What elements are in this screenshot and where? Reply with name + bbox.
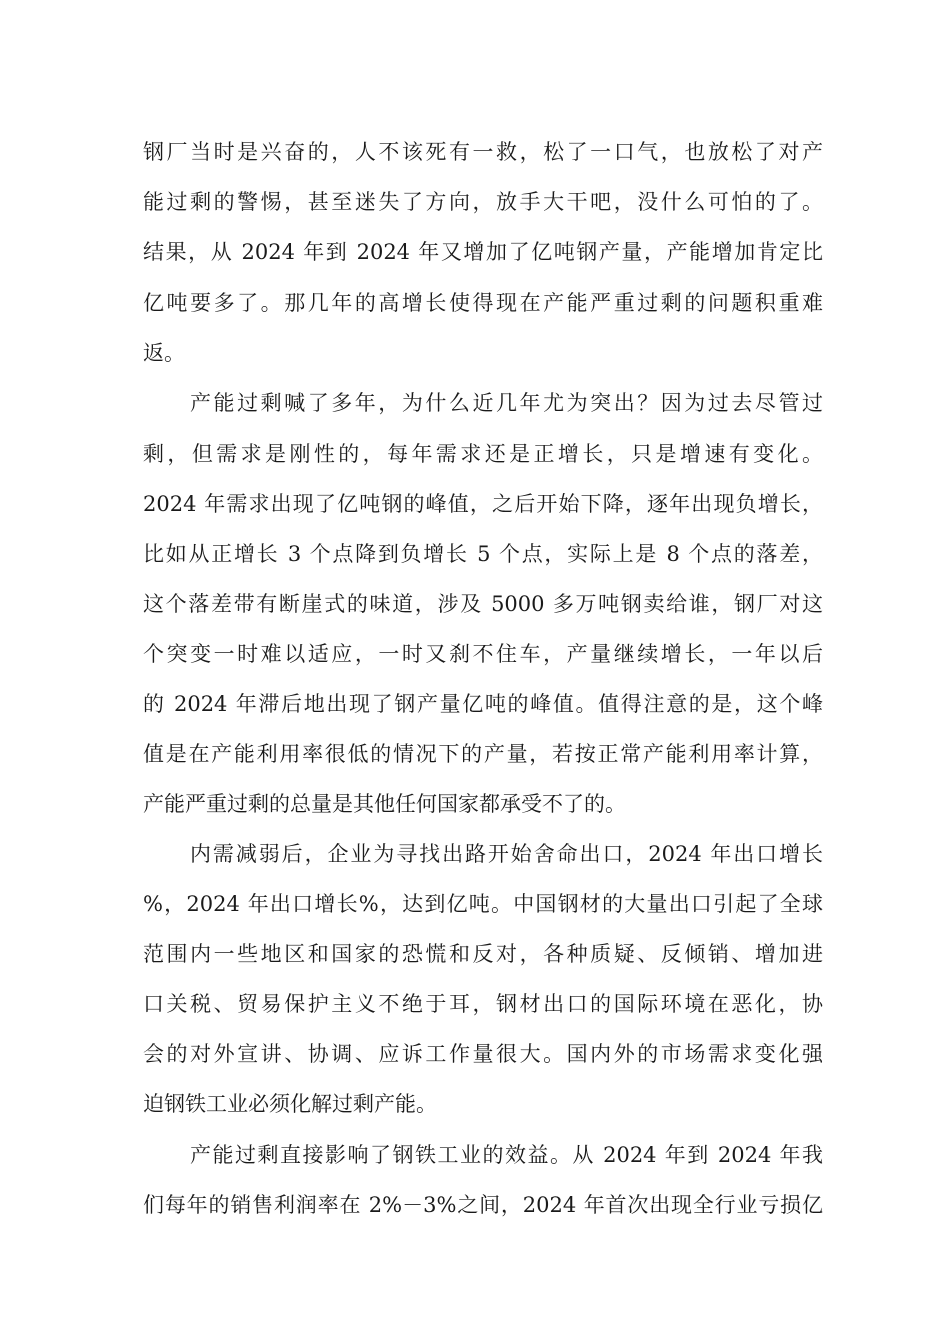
text-line: 个突变一时难以适应，一时又刹不住车，产量继续增长，一年以后: [143, 642, 823, 666]
text-line: 范围内一些地区和国家的恐慌和反对，各种质疑、反倾销、增加进: [143, 942, 823, 966]
text-line: 剩，但需求是刚性的，每年需求还是正增长，只是增速有变化。: [143, 442, 823, 466]
text-line: 口关税、贸易保护主义不绝于耳，钢材出口的国际环境在恶化，协: [143, 992, 823, 1016]
text-line: %，2024 年出口增长%，达到亿吨。中国钢材的大量出口引起了全球: [143, 892, 823, 916]
text-line: 会的对外宣讲、协调、应诉工作量很大。国内外的市场需求变化强: [143, 1042, 823, 1066]
text-line: 2024 年需求出现了亿吨钢的峰值，之后开始下降，逐年出现负增长，: [143, 492, 823, 516]
text-line: 能过剩的警惕，甚至迷失了方向，放手大干吧，没什么可怕的了。: [143, 190, 823, 214]
text-line: 值是在产能利用率很低的情况下的产量，若按正常产能利用率计算，: [143, 742, 823, 766]
text-line: 产能过剩喊了多年，为什么近几年尤为突出？因为过去尽管过: [190, 391, 823, 415]
text-line: 比如从正增长 3 个点降到负增长 5 个点，实际上是 8 个点的落差，: [143, 542, 823, 566]
text-line: 的 2024 年滞后地出现了钢产量亿吨的峰值。值得注意的是，这个峰: [143, 692, 823, 716]
text-line: 这个落差带有断崖式的味道，涉及 5000 多万吨钢卖给谁，钢厂对这: [143, 592, 823, 616]
text-line: 钢厂当时是兴奋的，人不该死有一救，松了一口气，也放松了对产: [143, 140, 823, 164]
text-line: 迫钢铁工业必须化解过剩产能。: [143, 1092, 437, 1116]
text-line: 们每年的销售利润率在 2%－3%之间，2024 年首次出现全行业亏损亿: [143, 1193, 823, 1217]
text-line: 产能过剩直接影响了钢铁工业的效益。从 2024 年到 2024 年我: [190, 1143, 823, 1167]
text-line: 亿吨要多了。那几年的高增长使得现在产能严重过剩的问题积重难: [143, 291, 823, 315]
text-line: 结果，从 2024 年到 2024 年又增加了亿吨钢产量，产能增加肯定比: [143, 240, 823, 264]
text-line: 内需减弱后，企业为寻找出路开始舍命出口，2024 年出口增长: [190, 842, 823, 866]
text-line: 产能严重过剩的总量是其他任何国家都承受不了的。: [143, 792, 626, 816]
text-line: 返。: [143, 341, 185, 365]
